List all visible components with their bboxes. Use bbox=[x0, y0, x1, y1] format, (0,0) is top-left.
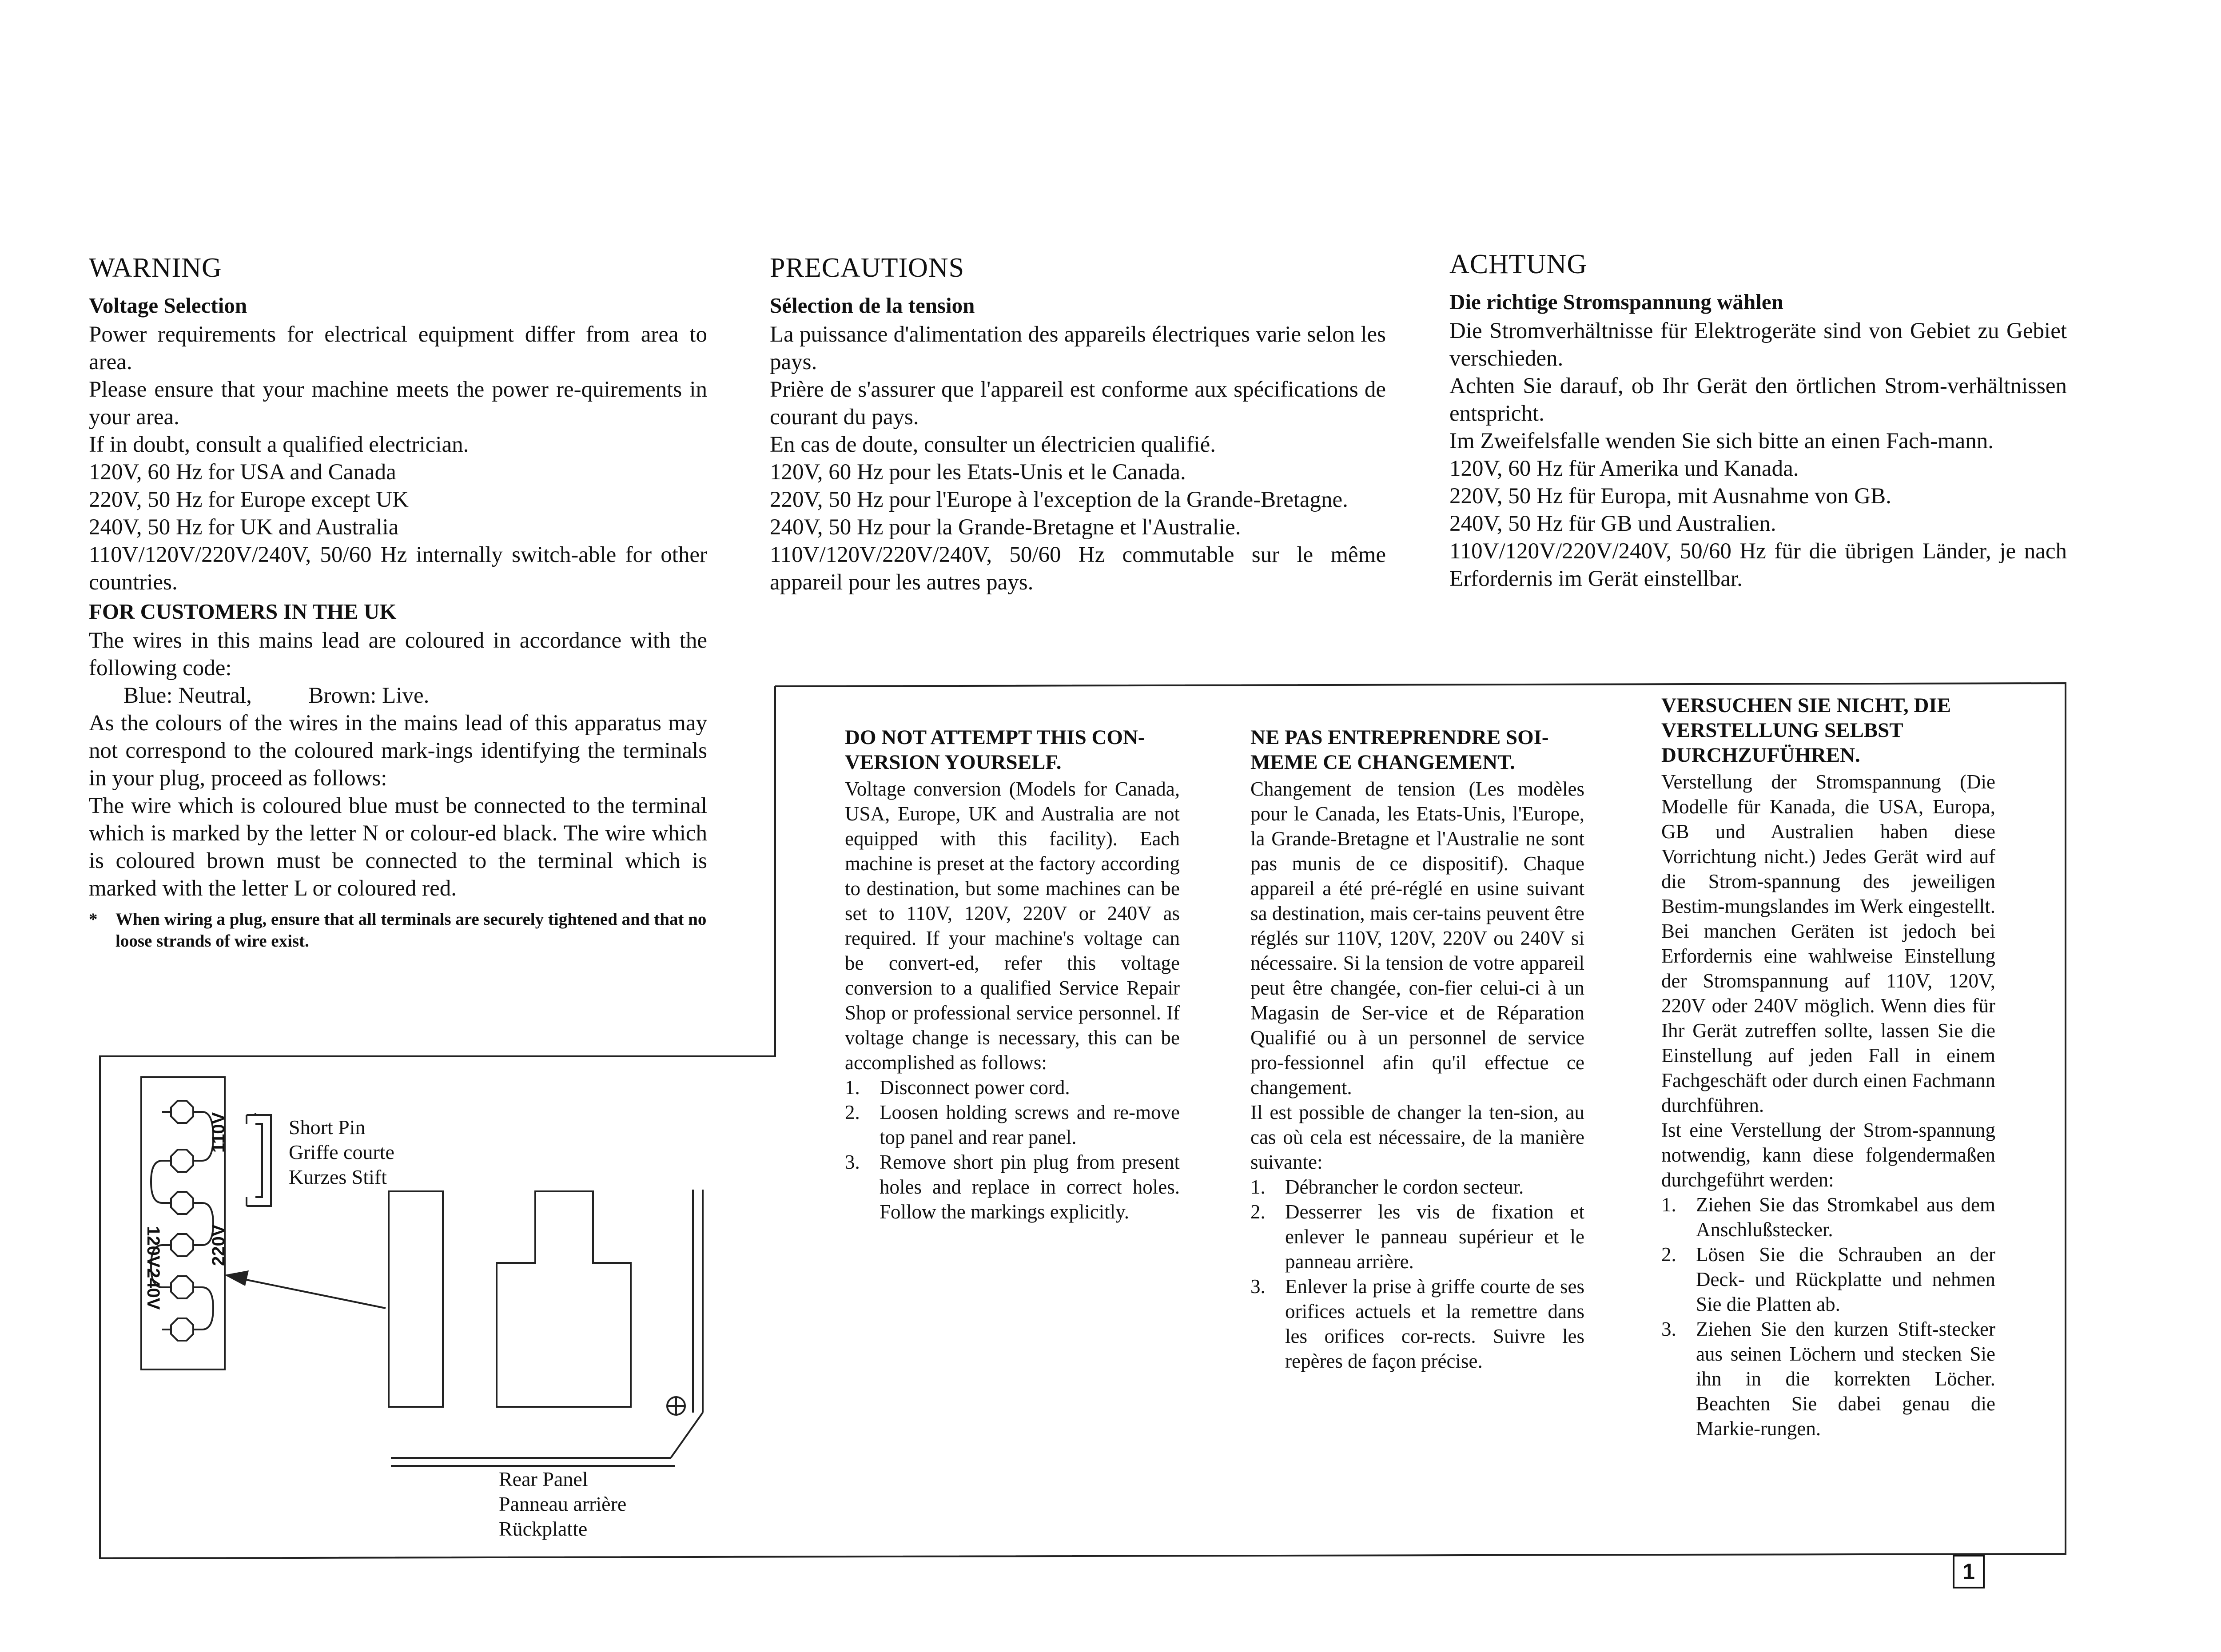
english-line: Please ensure that your machine meets the power re-quirements in your area. bbox=[89, 377, 707, 430]
english-line: 220V, 50 Hz for Europe except UK bbox=[89, 487, 409, 512]
voltage-label-120v: 120V bbox=[143, 1226, 163, 1268]
step-text: Disconnect power cord. bbox=[880, 1076, 1070, 1099]
german-line: Im Zweifelsfalle wenden Sie sich bitte an einen Fach-mann. bbox=[1449, 429, 1994, 454]
french-line: En cas de doute, consulter un électricien qualifié. bbox=[770, 432, 1216, 457]
uk-heading: FOR CUSTOMERS IN THE UK bbox=[89, 599, 397, 624]
step-number: 3. bbox=[1250, 1275, 1266, 1298]
step-text: Remove short pin plug from present holes and replace in correct holes. Follow the markings explicitly. bbox=[880, 1151, 1180, 1223]
arrow-head bbox=[224, 1270, 249, 1286]
english-subtitle: Voltage Selection bbox=[89, 293, 247, 318]
german-line: 240V, 50 Hz für GB und Australien. bbox=[1449, 511, 1776, 536]
german-line: Achten Sie darauf, ob Ihr Gerät den örtlichen Strom-verhältnissen entspricht. bbox=[1449, 374, 2067, 426]
french-line: 120V, 60 Hz pour les Etats-Unis et le Canada. bbox=[770, 460, 1186, 485]
uk-text-2: The wire which is coloured blue must be connected to the terminal which is marked by the letter N or colour-ed black. The wire which is coloured brown must be connected to the terminal which is marked with the letter L or coloured red. bbox=[89, 793, 707, 901]
step-number: 2. bbox=[1250, 1201, 1266, 1223]
box-english-heading: DO NOT ATTEMPT THIS CON-VERSION YOURSELF. bbox=[845, 726, 1145, 774]
english-title: WARNING bbox=[89, 253, 222, 283]
rear-panel-label-fr: Panneau arrière bbox=[499, 1493, 627, 1515]
rear-panel-label-en: Rear Panel bbox=[499, 1468, 588, 1490]
step-number: 3. bbox=[1661, 1318, 1676, 1340]
step-text: Ziehen Sie das Stromkabel aus dem Anschlußstecker. bbox=[1696, 1194, 1995, 1241]
voltage-label-110v: 110V bbox=[209, 1112, 228, 1153]
german-title: ACHTUNG bbox=[1449, 249, 1588, 279]
uk-intro: The wires in this mains lead are coloured in accordance with the following code: bbox=[89, 628, 707, 681]
step-text: Débrancher le cordon secteur. bbox=[1285, 1176, 1524, 1198]
voltage-label-220v: 220V bbox=[209, 1224, 228, 1266]
french-line: 220V, 50 Hz pour l'Europe à l'exception de la Grande-Bretagne. bbox=[770, 487, 1348, 512]
uk-text: As the colours of the wires in the mains lead of this apparatus may not correspond to the coloured mark-ings identifying the terminals in your plug, proceed as follows: bbox=[89, 711, 707, 791]
german-line: Die Stromverhältnisse für Elektrogeräte sind von Gebiet zu Gebiet verschieden. bbox=[1449, 318, 2067, 371]
short-pin-label-en: Short Pin bbox=[289, 1116, 366, 1138]
step-number: 3. bbox=[845, 1151, 860, 1173]
socket-icon bbox=[162, 1101, 202, 1123]
box-german-text-2: Ist eine Verstellung der Strom-spannung notwendig, kann diese folgendermaßen durchgeführt werden: bbox=[1661, 1119, 1995, 1191]
box-german-heading: VERSUCHEN SIE NICHT, DIE VERSTELLUNG SELBST DURCHZUFÜHREN. bbox=[1661, 694, 1951, 767]
english-line: Power requirements for electrical equipment differ from area to area. bbox=[89, 322, 707, 374]
socket-icon bbox=[162, 1276, 202, 1298]
socket-icon bbox=[162, 1234, 202, 1256]
socket-icon bbox=[162, 1318, 202, 1341]
pointer-arrow bbox=[240, 1278, 386, 1308]
german-subtitle: Die richtige Stromspannung wählen bbox=[1449, 290, 1783, 314]
step-number: 1. bbox=[1250, 1176, 1266, 1198]
step-text: Loosen holding screws and re-move top panel and rear panel. bbox=[880, 1101, 1180, 1148]
english-line: 240V, 50 Hz for UK and Australia bbox=[89, 515, 399, 540]
short-pin-plug-inner bbox=[255, 1124, 262, 1197]
voltage-label-240v: 240V bbox=[143, 1268, 163, 1310]
step-number: 1. bbox=[1661, 1194, 1676, 1216]
note-text: When wiring a plug, ensure that all terminals are securely tightened and that no loose strands of wire exist. bbox=[115, 910, 707, 951]
short-pin-plug bbox=[247, 1113, 271, 1206]
rear-panel-slot bbox=[389, 1191, 443, 1407]
box-french-text-2: Il est possible de changer la ten-sion, au cas où cela est nécessaire, de la manière suivante: bbox=[1250, 1101, 1584, 1173]
bracket-connector bbox=[151, 1161, 162, 1203]
step-number: 1. bbox=[845, 1076, 860, 1099]
short-pin-label-fr: Griffe courte bbox=[289, 1141, 394, 1163]
short-pin-labels bbox=[289, 1115, 394, 1190]
french-line: 240V, 50 Hz pour la Grande-Bretagne et l'Australie. bbox=[770, 515, 1241, 540]
rear-panel-cutout bbox=[497, 1191, 631, 1407]
box-french-text: Changement de tension (Les modèles pour le Canada, les Etats-Unis, l'Europe, la Grande-Bretagne et l'Australie ne sont pas munis de ce dispositif). Chaque appareil a été pré-réglé en usine suivant sa destination, mais cer-tains peuvent être réglés sur 110V, 120V, 220V ou 240V si nécessaire. Si la tension de votre appareil peut être changée, con-fier celui-ci à un Magasin de Ser-vice et de Réparation Qualifié ou à un personnel de service pro-fessionnel afin qu'il effectue ce changement. bbox=[1250, 778, 1584, 1099]
socket-icon bbox=[162, 1150, 202, 1172]
french-title: PRECAUTIONS bbox=[770, 253, 965, 283]
rear-panel-labels bbox=[499, 1467, 626, 1541]
english-line: 120V, 60 Hz for USA and Canada bbox=[89, 460, 396, 485]
step-number: 2. bbox=[845, 1101, 860, 1123]
german-line: 220V, 50 Hz für Europa, mit Ausnahme von GB. bbox=[1449, 484, 1891, 509]
french-line: 110V/120V/220V/240V, 50/60 Hz commutable sur le même appareil pour les autres pays. bbox=[770, 542, 1386, 595]
german-line: 120V, 60 Hz für Amerika und Kanada. bbox=[1449, 456, 1799, 481]
french-line: La puissance d'alimentation des appareils électriques varie selon les pays. bbox=[770, 322, 1386, 374]
english-line: 110V/120V/220V/240V, 50/60 Hz internally switch-able for other countries. bbox=[89, 542, 707, 595]
english-line: If in doubt, consult a qualified electrician. bbox=[89, 432, 469, 457]
box-french-heading: NE PAS ENTREPRENDRE SOI-MEME CE CHANGEMENT. bbox=[1250, 726, 1549, 774]
step-text: Desserrer les vis de fixation et enlever le panneau supérieur et le panneau arrière. bbox=[1285, 1201, 1584, 1273]
socket-icon bbox=[162, 1192, 202, 1214]
bracket-connector bbox=[202, 1287, 213, 1330]
step-number: 2. bbox=[1661, 1243, 1676, 1266]
uk-color-code: Blue: Neutral, Brown: Live. bbox=[123, 683, 430, 708]
box-english-text: Voltage conversion (Models for Canada, USA, Europe, UK and Australia are not equipped with this facility). Each machine is preset at the factory according to destination, but some machines can be set to 110V, 120V, 220V or 240V as required. If your machine's voltage can be convert-ed, refer this voltage conversion to a qualified Service Repair Shop or professional service personnel. If voltage change is necessary, this can be accomplished as follows: bbox=[845, 778, 1180, 1074]
box-german-text: Verstellung der Stromspannung (Die Modelle für Kanada, die USA, Europa, GB und Australien haben diese Vorrichtung nicht.) Jedes Gerät wird auf die Strom-spannung des jeweiligen Bestim-mungslandes im Werk eingestellt. Bei manchen Geräten ist jedoch bei Erfordernis eine wahlweise Einstellung der Stromspannung auf 110V, 120V, 220V oder 240V möglich. Wenn dies für Ihr Gerät zutreffen sollte, lassen Sie die Einstellung auf jeden Fall in einem Fachgeschäft oder durch einen Fachmann durchführen. bbox=[1661, 771, 1995, 1116]
french-line: Prière de s'assurer que l'appareil est conforme aux spécifications de courant du pays. bbox=[770, 377, 1386, 430]
step-text: Enlever la prise à griffe courte de ses orifices actuels et la remettre dans les orifices cor-rects. Suivre les repères de façon précise. bbox=[1285, 1275, 1584, 1372]
page-number: 1 bbox=[1953, 1555, 1985, 1588]
rear-panel-label-de: Rückplatte bbox=[499, 1517, 588, 1540]
screw-icon bbox=[667, 1397, 685, 1415]
step-text: Ziehen Sie den kurzen Stift-stecker aus seinen Löchern und stecken Sie ihn in die korrekten Löcher. Beachten Sie dabei genau die Markie-rungen. bbox=[1696, 1318, 1995, 1440]
note-asterisk: * bbox=[89, 910, 98, 929]
step-text: Lösen Sie die Schrauben an der Deck- und Rückplatte und nehmen Sie die Platten ab. bbox=[1696, 1243, 1995, 1315]
french-subtitle: Sélection de la tension bbox=[770, 293, 975, 318]
german-line: 110V/120V/220V/240V, 50/60 Hz für die übrigen Länder, je nach Erfordernis im Gerät einstellbar. bbox=[1449, 539, 2067, 591]
short-pin-label-de: Kurzes Stift bbox=[289, 1166, 387, 1188]
